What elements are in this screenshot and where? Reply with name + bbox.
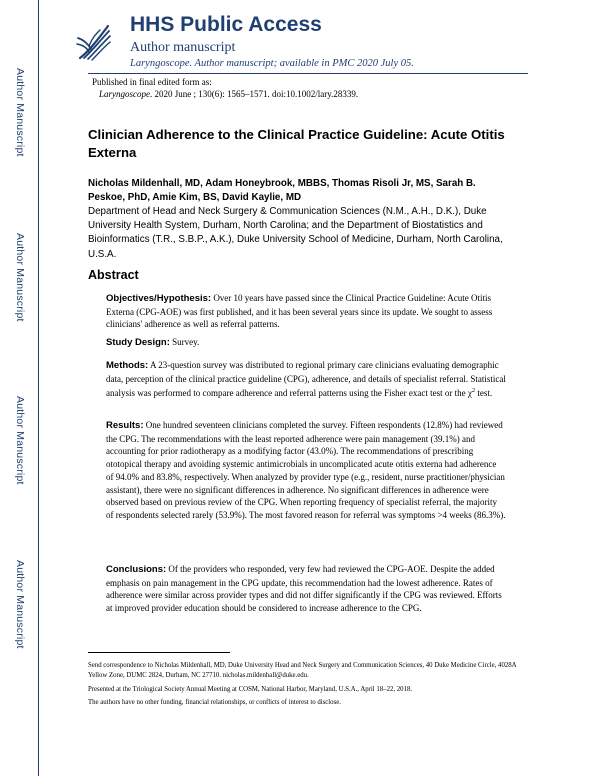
results-text: One hundred seventeen clinicians completed the survey. Fifteen respondents (12.8%) had reviewed the CPG. The recommendations with the least reported adherence were pain management (39.1%) and accounting for prior radiotherapy as a modifying factor (43.0%). The recommendations of prescribing ototopical therapy and avoiding systemic antimicrobials in uncomplicated acute otitis externa had adherence of 94.0% and 83.8%, respectively. When analyzed by provider type (e.g., resident, nurse practitioner/physician assistant), there were no significant differences in adherence. No significant differences in adherence were observed based on previous review of the CPG. When reporting frequency of specialist referral, the majority of respondents selected rarely (53.9%). The most favored reason for referral was symptoms >4 weeks (86.3%). (106, 420, 506, 520)
abstract-objectives (106, 292, 506, 331)
author-list: Nicholas Mildenhall, MD, Adam Honeybrook, MBBS, Thomas Risoli Jr, MS, Sarah B. Peskoe, PhD, Amie Kim, BS, David Kaylie, MD (88, 178, 476, 203)
footnote-presented: Presented at the Triological Society Annual Meeting at COSM, National Harbor, Maryland, U.S.A., April 18–22, 2018. (88, 686, 413, 693)
author-manuscript-sidebar-label: Author Manuscript (14, 560, 26, 649)
abstract-study-design (106, 336, 506, 350)
results-label: Results: (106, 420, 144, 431)
abstract-results (106, 419, 506, 522)
hhs-eagle-logo-icon (74, 18, 114, 64)
abstract-methods (106, 359, 506, 400)
citation-line (92, 89, 358, 101)
hhs-public-access-title: HHS Public Access (130, 13, 322, 36)
author-manuscript-sidebar-label: Author Manuscript (14, 233, 26, 322)
header-divider (88, 73, 528, 74)
affiliation: Department of Head and Neck Surgery & Communication Sciences (N.M., A.H., D.K.), Duke University Health System, Durham, North Carolina; and the Department of Biostatistics and Bioinformatics (T.R., S.B.P., A.K.), Duke University School of Medicine, Durham, North Carolina, U.S.A. (88, 206, 503, 260)
citation-details: . 2020 June ; 130(6): 1565–1571. doi:10.1002/lary.28339. (150, 88, 359, 99)
methods-superscript: 2 (471, 387, 476, 395)
abstract-conclusions (106, 563, 506, 615)
footnote-divider (88, 652, 230, 653)
author-manuscript-sidebar-label: Author Manuscript (14, 396, 26, 485)
sidebar-divider (38, 0, 39, 776)
citation-journal: Laryngoscope (99, 88, 150, 99)
conclusions-label: Conclusions: (106, 564, 167, 575)
objectives-label: Objectives/Hypothesis: (106, 293, 212, 304)
footnote-correspondence: Send correspondence to Nicholas Mildenhall, MD, Duke University Head and Neck Surgery and Communication Sciences, 40 Duke Medicine Circle, 4028A Yellow Zone, DUMC 2824, Durham, NC 27710. nicholas.mildenhall@duke.edu. (88, 662, 517, 679)
methods-label: Methods: (106, 360, 149, 371)
objectives-text: Over 10 years have passed since the Clinical Practice Guideline: Acute Otitis Externa (CPG-AOE) was first published, and it has been several years since its update. We sought to assess clinicians' adherence as well as referral patterns. (106, 293, 493, 330)
design-text: Survey. (169, 337, 200, 347)
footnote-disclosure: The authors have no other funding, financial relationships, or conflicts of interest to disclose. (88, 699, 341, 706)
article-title: Clinician Adherence to the Clinical Practice Guideline: Acute Otitis Externa (88, 127, 505, 160)
author-manuscript-sidebar-label: Author Manuscript (14, 68, 26, 157)
publication-info (92, 77, 358, 100)
published-line: Published in final edited form as: (92, 77, 212, 87)
methods-end: test. (475, 388, 493, 399)
design-label: Study Design: (106, 337, 170, 348)
abstract-heading: Abstract (88, 268, 139, 282)
author-manuscript-subtitle: Author manuscript (130, 40, 236, 55)
methods-text: A 23-question survey was distributed to regional primary care clinicians evaluating demographic data, perception of the clinical practice guideline (CPG), adherence, and details of specialist referral. Statistical analysis was performed to compare adherence and referral patterns using the Fisher exact test or the χ (106, 360, 506, 399)
pmc-availability-line: Laryngoscope. Author manuscript; available in PMC 2020 July 05. (130, 58, 414, 69)
conclusions-text: Of the providers who responded, very few had reviewed the CPG-AOE. Despite the added emphasis on pain management in the CPG update, this recommendation had the lowest adherence. Rates of adherence were similar across provider types and did not differ significantly if the CPG was reviewed. Efforts at improved provider education should be considered to increase adherence to the CPG. (106, 564, 502, 614)
